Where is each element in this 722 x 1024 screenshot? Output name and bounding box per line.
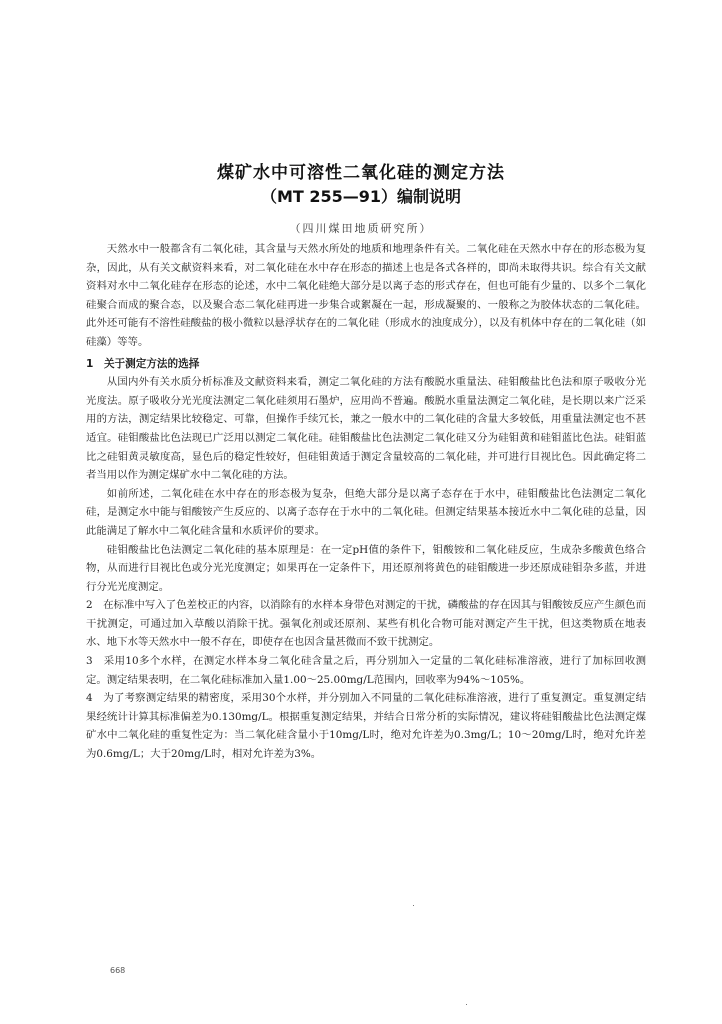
numbered-item: 3 采用10多个水样，在测定水样本身二氧化硅含量之后，再分别加入一定量的二氧化硅标准溶液，进行了加标回收测定。测定结果表明，在二氧化硅标准加入量1.00～25.00mg/L范围内，回收率为94%～105%。 <box>86 655 646 686</box>
numbered-item: 4 为了考察测定结果的精密度，采用30个水样，并分别加入不同量的二氧化硅标准溶液，进行了重复测定。重复测定结果经统计计算其标准偏差为0.130mg/L。根据重复测定结果，并结合日常分析的实际情况，建议将硅钼酸盐比色法测定煤矿水中二氧化硅的重复性定为：当二氧化硅含量小于10mg/L时，绝对允许差为0.3mg/L；10～20mg/L时，绝对允许差为0.6mg/L；大于20mg/L时，相对允许差为3%。 <box>86 692 646 761</box>
intro-paragraph: 天然水中一般都含有二氧化硅，其含量与天然水所处的地质和地理条件有关。二氧化硅在天然水中存在的形态极为复杂，因此，从有关文献资料来看，对二氧化硅在水中存在形态的描述上也是各式各样的，即尚未取得共识。综合有关文献资料对水中二氧化硅存在形态的论述，水中二氧化硅绝大部分是以离子态的形式存在，但也可能有少量的、以多个二氧化硅聚合而成的聚合态，以及聚合态二氧化硅再进一步集合或絮凝在一起，形成凝聚的、一般称之为胶体状态的二氧化硅。此外还可能有不溶性硅酸盐的极小微粒以悬浮状存在的二氧化硅（形成水的浊度成分），以及有机体中存在的二氧化硅（如硅藻）等等。 <box>86 243 646 348</box>
scan-speck <box>413 905 414 906</box>
author-affiliation: （四川煤田地质研究所） <box>289 222 433 235</box>
section-1-paragraph: 如前所述，二氧化硅在水中存在的形态极为复杂，但绝大部分是以离子态存在于水中，硅钼酸盐比色法测定二氧化硅，是测定水中能与钼酸铵产生反应的、以离子态存在于水中的二氧化硅。但测定结果基本接近水中二氧化硅的总量，因此能满足了解水中二氧化硅含量和水质评价的要求。 <box>86 487 646 537</box>
scan-speck <box>466 1004 467 1005</box>
page-number: 668 <box>110 966 126 975</box>
document-subtitle: （MT 255—91）编制说明 <box>260 187 462 206</box>
section-1-paragraph: 硅钼酸盐比色法测定二氧化硅的基本原理是：在一定pH值的条件下，钼酸铵和二氧化硅反应，生成杂多酸黄色络合物，从而进行目视比色或分光光度测定；如果再在一定条件下，用还原剂将黄色的硅钼酸进一步还原成硅钼杂多蓝，并进行分光光度测定。 <box>86 543 646 593</box>
document-body <box>86 240 646 764</box>
numbered-item: 2 在标准中写入了色差校正的内容，以消除有的水样本身带色对测定的干扰，磷酸盐的存在因其与钼酸铵反应产生颜色而干扰测定，可通过加入草酸以消除干扰。强氧化剂或还原剂、某些有机化合物可能对测定产生干扰，但这类物质在地表水、地下水等天然水中一般不存在，即使存在也因含量甚微而不致干扰测定。 <box>86 599 646 649</box>
section-1-paragraph: 从国内外有关水质分析标准及文献资料来看，测定二氧化硅的方法有酸脱水重量法、硅钼酸盐比色法和原子吸收分光光度法。原子吸收分光光度法测定二氧化硅须用石墨炉，应用尚不普遍。酸脱水重量法测定二氧化硅，是长期以来广泛采用的方法，测定结果比较稳定、可靠，但操作手续冗长，兼之一般水中的二氧化硅的含量大多较低，用重量法测定也不甚适宜。硅钼酸盐比色法现已广泛用以测定二氧化硅。硅钼酸盐比色法测定二氧化硅又分为硅钼黄和硅钼蓝比色法。硅钼蓝比之硅钼黄灵敏度高，显色后的稳定性较好，但硅钼黄适于测定含量较高的二氧化硅，并可进行目视比色。因此确定将二者当用以作为测定煤矿水中二氧化硅的方法。 <box>86 376 646 482</box>
section-1-heading: 1 关于测定方法的选择 <box>86 357 200 370</box>
document-title: 煤矿水中可溶性二氧化硅的测定方法 <box>217 163 505 183</box>
